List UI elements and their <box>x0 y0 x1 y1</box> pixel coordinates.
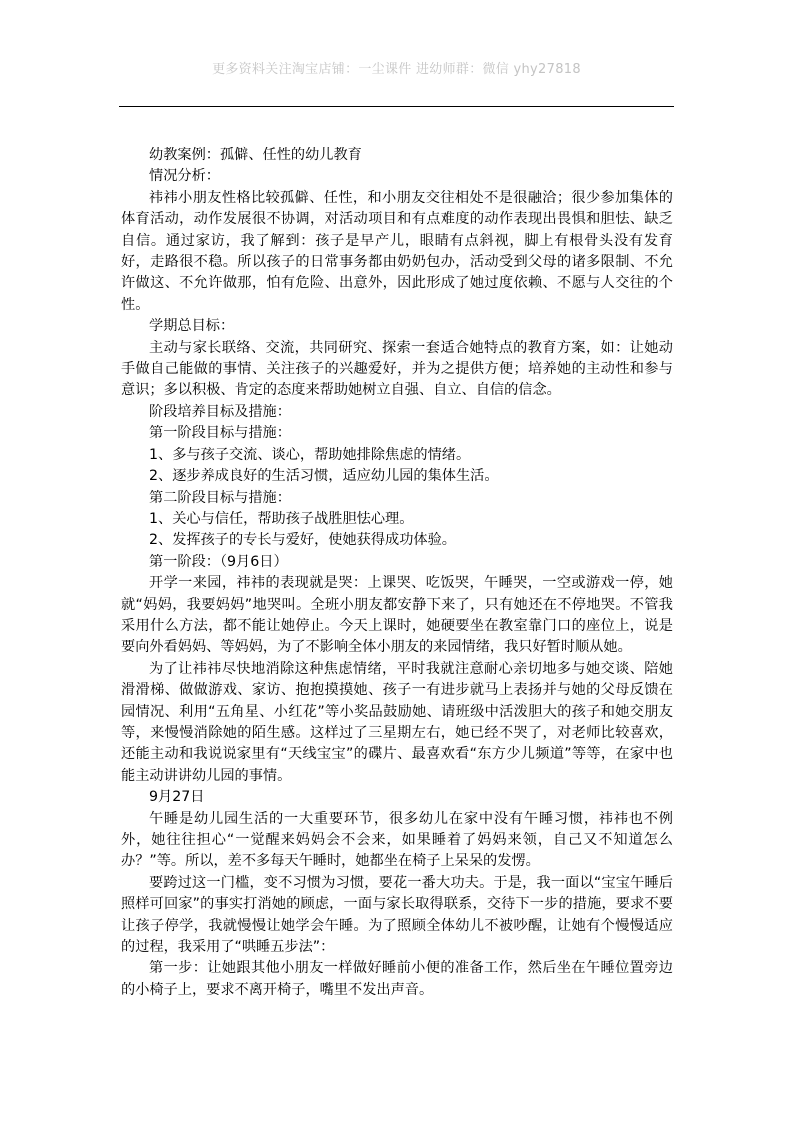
paragraph: 要跨过这一门槛，变不习惯为习惯，要花一番大功夫。于是，我一面以“宝宝午睡后照样可回家”的事实打消她的顾虑，一面与家长取得联系，交待下一步的措施，要求不要让孩子停学，我就慢慢让她学会午睡。为了照顾全体幼儿不被吵醒，让她有个慢慢适应的过程，我采用了“哄睡五步法”： <box>121 874 673 956</box>
paragraph: 祎祎小朋友性格比较孤僻、任性，和小朋友交往相处不是很融洽；很少参加集体的体育活动，动作发展很不协调，对活动项目和有点难度的动作表现出畏惧和胆怯、缺乏自信。通过家访，我了解到：孩子是早产儿，眼睛有点斜视，脚上有根骨头没有发育好，走路很不稳。所以孩子的日常事务都由奶奶包办，活动受到父母的诸多限制、不允许做这、不允许做那，怕有危险、出意外，因此形成了她过度依赖、不愿与人交往的个性。 <box>121 189 673 313</box>
paragraph: 为了让祎祎尽快地消除这种焦虑情绪，平时我就注意耐心亲切地多与她交谈、陪她滑滑梯、做做游戏、家访、抱抱摸摸她、孩子一有进步就马上表扬并与她的父母反馈在园情况、利用“五角星、小红花”等小奖品鼓励她、请班级中活泼胆大的孩子和她交朋友等，来慢慢消除她的陌生感。这样过了三星期左右，她已经不哭了，对老师比较喜欢，还能主动和我说说家里有“天线宝宝”的碟片、最喜欢看“东方少儿频道”等等，在家中也能主动讲讲幼儿园的事情。 <box>121 660 673 784</box>
list-item: 2、逐步养成良好的生活习惯，适应幼儿园的集体生活。 <box>149 468 499 485</box>
header-watermark: 更多资料关注淘宝店铺：一尘课件 进幼师群：微信 yhy27818 <box>212 62 581 77</box>
section-heading: 情况分析： <box>149 168 220 185</box>
section-heading: 第二阶段目标与措施： <box>149 489 291 506</box>
paragraph: 主动与家长联络、交流，共同研究、探索一套适合她特点的教育方案，如：让她动手做自己能做的事情、关注孩子的兴趣爱好，并为之提供方便；培养她的主动性和参与意识；多以积极、肯定的态度来帮助她树立自强、自立、自信的信念。 <box>121 339 673 399</box>
section-heading: 第一阶段目标与措施： <box>149 425 291 442</box>
section-heading: 第一阶段：（9月6日） <box>149 553 288 570</box>
paragraph: 第一步：让她跟其他小朋友一样做好睡前小便的准备工作，然后坐在午睡位置旁边的小椅子上，要求不离开椅子，嘴里不发出声音。 <box>121 960 673 998</box>
paragraph: 开学一来园，祎祎的表现就是哭：上课哭、吃饭哭，午睡哭，一空或游戏一停，她就“妈妈，我要妈妈”地哭叫。全班小朋友都安静下来了，只有她还在不停地哭。不管我采用什么方法，都不能让她停止。今天上课时，她硬要坐在教室靠门口的座位上，说是要向外看妈妈、等妈妈，为了不影响全体小朋友的来园情绪，我只好暂时顺从她。 <box>121 575 673 656</box>
list-item: 1、关心与信任，帮助孩子战胜胆怯心理。 <box>149 510 414 527</box>
date-heading: 9月27日 <box>149 789 205 806</box>
list-item: 1、多与孩子交流、谈心，帮助她排除焦虑的情绪。 <box>149 446 471 463</box>
section-heading: 学期总目标： <box>149 318 235 335</box>
section-heading: 阶段培养目标及措施： <box>149 403 291 420</box>
header-divider <box>119 106 674 107</box>
document-title: 幼教案例：孤僻、任性的幼儿教育 <box>149 147 362 163</box>
document-body <box>121 145 673 1001</box>
paragraph: 午睡是幼儿园生活的一大重要环节，很多幼儿在家中没有午睡习惯，祎祎也不例外，她往往担心“一觉醒来妈妈会不会来，如果睡着了妈妈来领，自己又不知道怎么办？”等。所以，差不多每天午睡时，她都坐在椅子上呆呆的发愣。 <box>121 810 673 870</box>
list-item: 2、发挥孩子的专长与爱好，使她获得成功体验。 <box>149 532 456 549</box>
